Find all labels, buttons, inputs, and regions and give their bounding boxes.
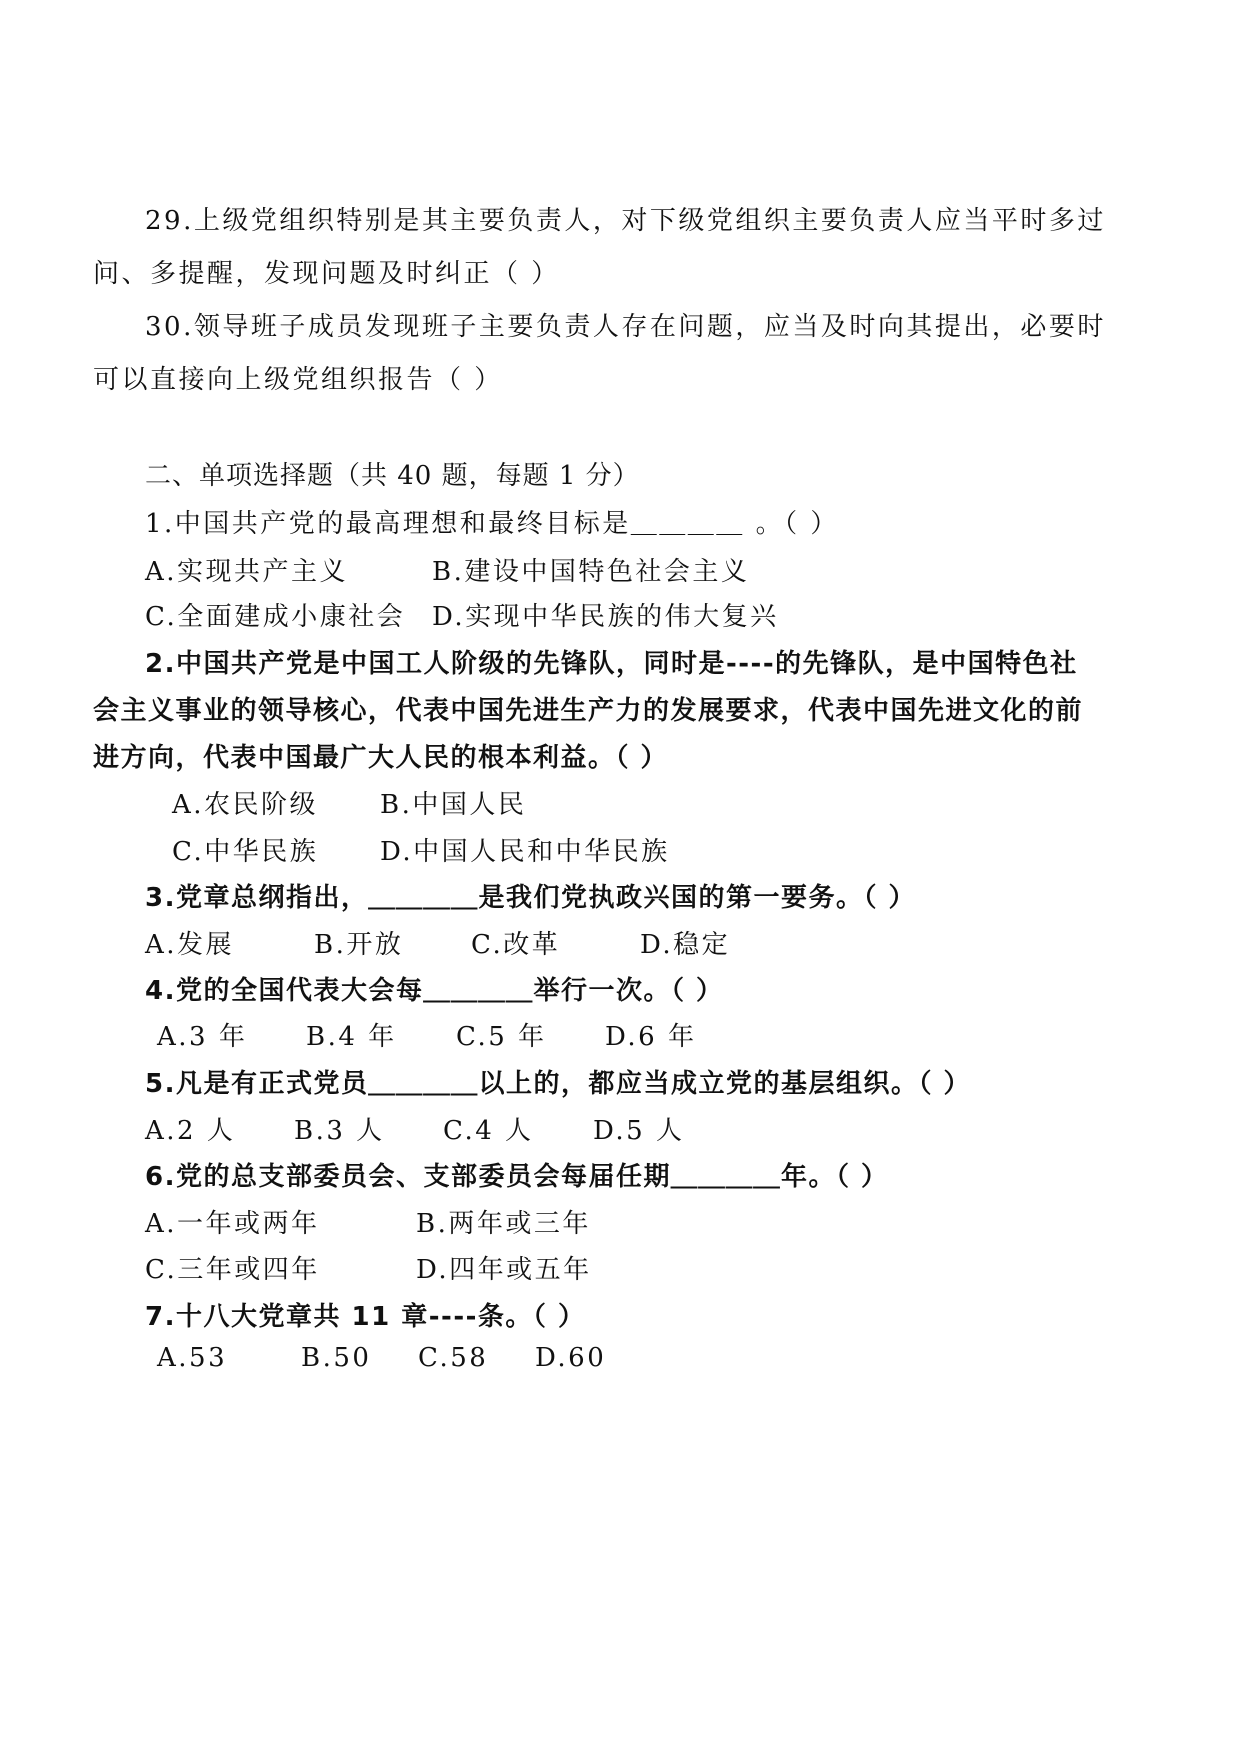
mc-question-2-option-a: A.农民阶级: [172, 790, 319, 820]
mc-question-7-option-a: A.53: [157, 1343, 228, 1373]
question-29-line-2: 问、多提醒，发现问题及时纠正（ ）: [93, 259, 560, 289]
mc-question-3-option-c: C.改革: [471, 930, 561, 960]
mc-question-3-option-a: A.发展: [145, 930, 235, 960]
mc-question-2-option-d: D.中国人民和中华民族: [380, 837, 670, 867]
mc-question-4-option-b: B.4 年: [306, 1022, 397, 1052]
mc-question-5-option-d: D.5 人: [593, 1116, 685, 1146]
mc-question-5-option-a: A.2 人: [145, 1116, 236, 1146]
mc-question-5-stem: 5.凡是有正式党员＿＿＿＿以上的，都应当成立党的基层组织。（ ）: [145, 1069, 972, 1099]
mc-question-4-option-c: C.5 年: [456, 1022, 547, 1052]
mc-question-1-option-b: B.建设中国特色社会主义: [432, 557, 750, 587]
mc-question-7-stem: 7.十八大党章共 11 章----条。（ ）: [145, 1302, 586, 1332]
section-heading: 二、单项选择题（共 40 题，每题 1 分）: [145, 461, 640, 491]
question-30-line-1: 30.领导班子成员发现班子主要负责人存在问题，应当及时向其提出，必要时: [145, 312, 1106, 342]
mc-question-2-line-1: 2.中国共产党是中国工人阶级的先锋队，同时是----的先锋队，是中国特色社: [145, 649, 1078, 679]
mc-question-6-option-c: C.三年或四年: [145, 1255, 320, 1285]
question-29-line-1: 29.上级党组织特别是其主要负责人，对下级党组织主要负责人应当平时多过: [145, 206, 1106, 236]
mc-question-6-option-b: B.两年或三年: [416, 1209, 591, 1239]
mc-question-7-option-d: D.60: [535, 1343, 607, 1373]
mc-question-1-stem: 1.中国共产党的最高理想和最终目标是＿＿＿＿ 。（ ）: [145, 509, 839, 539]
mc-question-4-option-a: A.3 年: [157, 1022, 248, 1052]
mc-question-1-option-d: D.实现中华民族的伟大复兴: [432, 602, 779, 632]
mc-question-3-stem: 3.党章总纲指出，＿＿＿＿是我们党执政兴国的第一要务。（ ）: [145, 883, 917, 913]
mc-question-4-stem: 4.党的全国代表大会每＿＿＿＿举行一次。（ ）: [145, 976, 724, 1006]
mc-question-4-option-d: D.6 年: [605, 1022, 697, 1052]
mc-question-1-option-c: C.全面建成小康社会: [145, 602, 406, 632]
mc-question-2-line-3: 进方向，代表中国最广大人民的根本利益。（ ）: [93, 743, 669, 773]
mc-question-3-option-b: B.开放: [314, 930, 404, 960]
mc-question-1-option-a: A.实现共产主义: [145, 557, 349, 587]
mc-question-6-option-a: A.一年或两年: [145, 1209, 320, 1239]
mc-question-2-option-c: C.中华民族: [172, 837, 319, 867]
mc-question-2-option-b: B.中国人民: [380, 790, 527, 820]
mc-question-7-option-c: C.58: [418, 1343, 489, 1373]
mc-question-5-option-b: B.3 人: [294, 1116, 385, 1146]
question-30-line-2: 可以直接向上级党组织报告（ ）: [93, 365, 503, 395]
mc-question-6-stem: 6.党的总支部委员会、支部委员会每届任期＿＿＿＿年。（ ）: [145, 1162, 889, 1192]
mc-question-2-line-2: 会主义事业的领导核心，代表中国先进生产力的发展要求，代表中国先进文化的前: [93, 696, 1084, 726]
mc-question-3-option-d: D.稳定: [640, 930, 731, 960]
mc-question-5-option-c: C.4 人: [443, 1116, 534, 1146]
mc-question-7-option-b: B.50: [301, 1343, 372, 1373]
mc-question-6-option-d: D.四年或五年: [416, 1255, 592, 1285]
